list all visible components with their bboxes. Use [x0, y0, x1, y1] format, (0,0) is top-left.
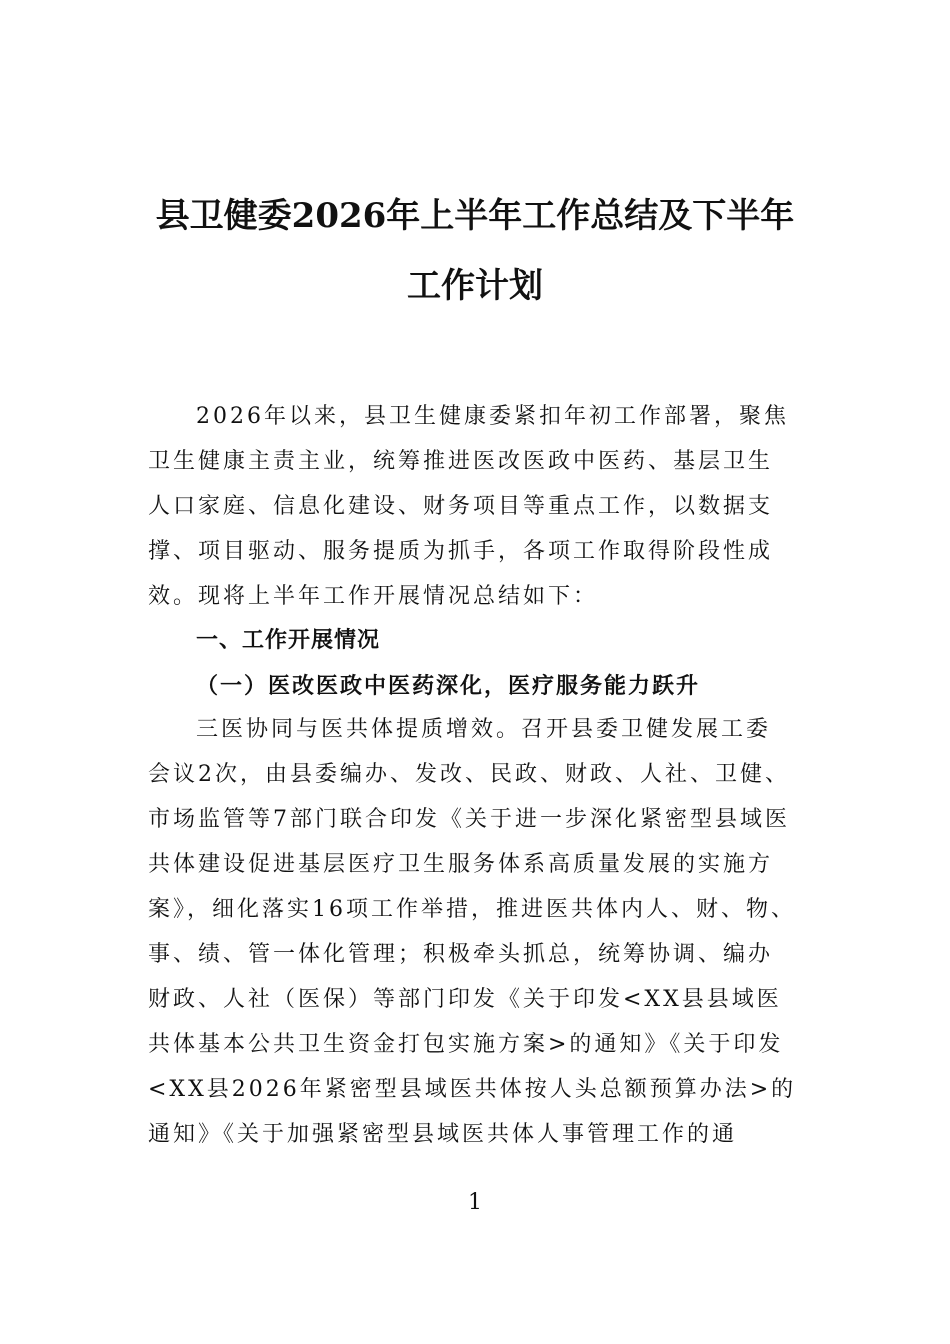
body-paragraph — [148, 707, 808, 1157]
body-line: 三医协同与医共体提质增效。召开县委卫健发展工委 — [196, 717, 772, 742]
body-line: 会议2次，由县委编办、发改、民政、财政、人社、卫健、 — [148, 762, 790, 787]
section-heading: 一、工作开展情况 — [196, 628, 381, 653]
intro-line: 撑、项目驱动、服务提质为抓手，各项工作取得阶段性成 — [148, 539, 774, 564]
document-title-line-1: 县卫健委2026年上半年工作总结及下半年 — [155, 196, 795, 236]
body-line: 事、绩、管一体化管理；积极牵头抓总，统筹协调、编办 — [148, 942, 774, 967]
body-line: 财政、人社（医保）等部门印发《关于印发<XX县县域医 — [148, 987, 782, 1012]
intro-line: 效。现将上半年工作开展情况总结如下： — [148, 584, 599, 609]
body-line: <XX县2026年紧密型县域医共体按人头总额预算办法>的 — [148, 1077, 797, 1102]
intro-line: 卫生健康主责主业，统筹推进医改医政中医药、基层卫生 — [148, 449, 774, 474]
body-line: 案》，细化落实16项工作举措，推进医共体内人、财、物、 — [148, 897, 796, 922]
body-line: 共体基本公共卫生资金打包实施方案>的通知》《关于印发 — [148, 1032, 784, 1057]
body-line: 共体建设促进基层医疗卫生服务体系高质量发展的实施方 — [148, 852, 774, 877]
intro-line: 2026年以来，县卫生健康委紧扣年初工作部署，聚焦 — [196, 404, 789, 429]
intro-line: 人口家庭、信息化建设、财务项目等重点工作，以数据支 — [148, 494, 774, 519]
document-title-line-2: 工作计划 — [407, 266, 543, 306]
body-line: 通知》《关于加强紧密型县域医共体人事管理工作的通 — [148, 1122, 738, 1147]
intro-paragraph — [148, 394, 808, 619]
body-line: 市场监管等7部门联合印发《关于进一步深化紧密型县域医 — [148, 807, 790, 832]
page-number: 1 — [468, 1190, 482, 1215]
subsection-heading: （一）医改医政中医药深化，医疗服务能力跃升 — [196, 673, 701, 699]
